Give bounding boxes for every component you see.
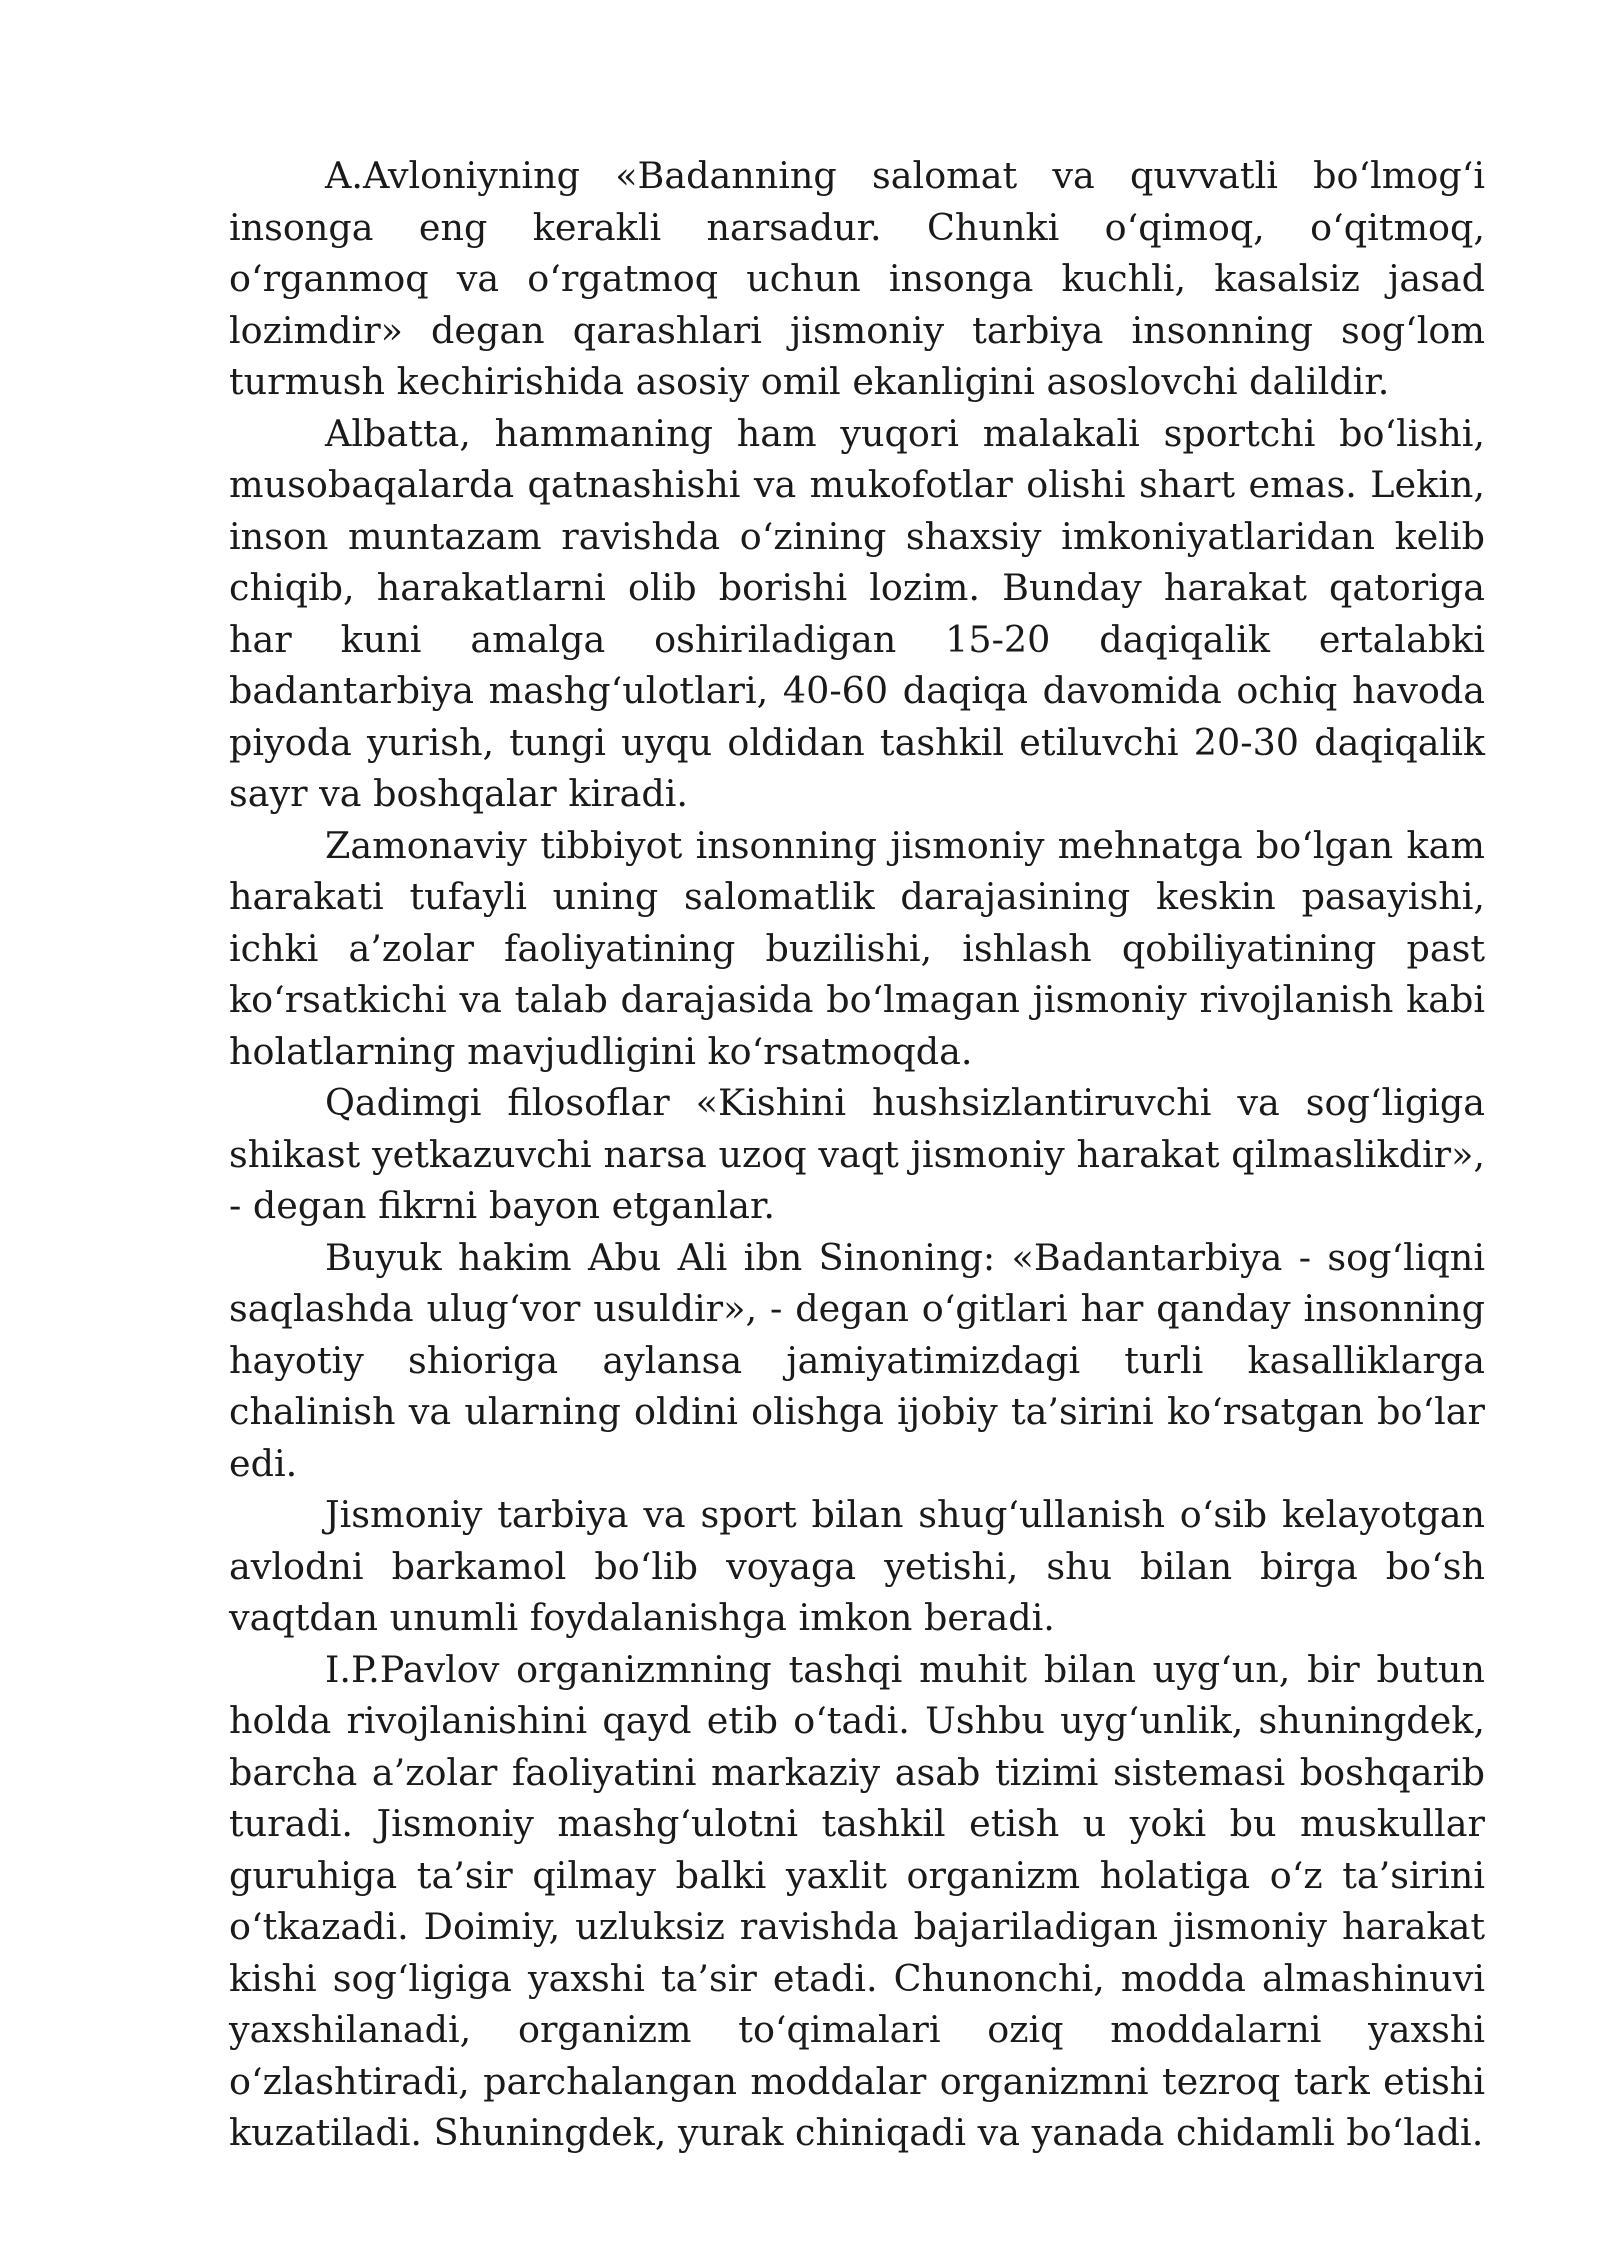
paragraph-sport-activity: Albatta, hammaning ham yuqori malakali sportchi boʻlishi, musobaqalarda qatnashishi va mukofotlar olishi shart emas. Lekin, inson muntazam ravishda oʻzining shaxsiy imkoniyatlaridan kelib chiqib, harakatlarni olib borishi lozim. Bunday harakat qatoriga har kuni amalga oshiriladigan 15-20 daqiqalik ertalabki badantarbiya mashgʻulotlari, 40-60 daqiqa davomida ochiq havoda piyoda yurish, tungi uyqu oldidan tashkil etiluvchi 20-30 daqiqalik sayr va boshqalar kiradi.: [229, 411, 1485, 815]
paragraph-avloniy-quote: A.Avloniyning «Badanning salomat va quvvatli boʻlmogʻi insonga eng kerakli narsadur. Chunki oʻqimoq, oʻqitmoq, oʻrganmoq va oʻrgatmoq uchun insonga kuchli, kasalsiz jasad lozimdir» degan qarashlari jismoniy tarbiya insonning sogʻlom turmush kechirishida asosiy omil ekanligini asoslovchi dalildir.: [229, 154, 1485, 403]
paragraph-ancient-philosophers: Qadimgi filosoflar «Kishini hushsizlantiruvchi va sogʻligiga shikast yetkazuvchi narsa uzoq vaqt jismoniy harakat qilmaslikdir», - degan fikrni bayon etganlar.: [229, 1081, 1485, 1227]
paragraph-ibn-sino: Buyuk hakim Abu Ali ibn Sinoning: «Badantarbiya - sogʻliqni saqlashda ulugʻvor usuldir», - degan oʻgitlari har qanday insonning hayotiy shioriga aylansa jamiyatimizdagi turli kasalliklarga chalinish va ularning oldini olishga ijobiy ta’sirini koʻrsatgan boʻlar edi.: [229, 1235, 1485, 1485]
paragraph-physical-education: Jismoniy tarbiya va sport bilan shugʻullanish oʻsib kelayotgan avlodni barkamol boʻlib voyaga yetishi, shu bilan birga boʻsh vaqtdan unumli foydalanishga imkon beradi.: [229, 1493, 1485, 1639]
paragraph-modern-medicine: Zamonaviy tibbiyot insonning jismoniy mehnatga boʻlgan kam harakati tufayli uning salomatlik darajasining keskin pasayishi, ichki a’zolar faoliyatining buzilishi, ishlash qobiliyatining past koʻrsatkichi va talab darajasida boʻlmagan jismoniy rivojlanish kabi holatlarning mavjudligini koʻrsatmoqda.: [229, 823, 1485, 1073]
document-page: [229, 150, 1485, 2159]
paragraph-pavlov: I.P.Pavlov organizmning tashqi muhit bilan uygʻun, bir butun holda rivojlanishini qayd etib oʻtadi. Ushbu uygʻunlik, shuningdek, barcha a’zolar faoliyatini markaziy asab tizimi sistemasi boshqarib turadi. Jismoniy mashgʻulotni tashkil etish u yoki bu muskullar guruhiga ta’sir qilmay balki yaxlit organizm holatiga oʻz ta’sirini oʻtkazadi. Doimiy, uzluksiz ravishda bajariladigan jismoniy harakat kishi sogʻligiga yaxshi ta’sir etadi. Chunonchi, modda almashinuvi yaxshilanadi, organizm toʻqimalari oziq moddalarni yaxshi oʻzlashtiradi, parchalangan moddalar organizmni tezroq tark etishi kuzatiladi. Shuningdek, yurak chiniqadi va yanada chidamli boʻladi.: [229, 1647, 1485, 2154]
